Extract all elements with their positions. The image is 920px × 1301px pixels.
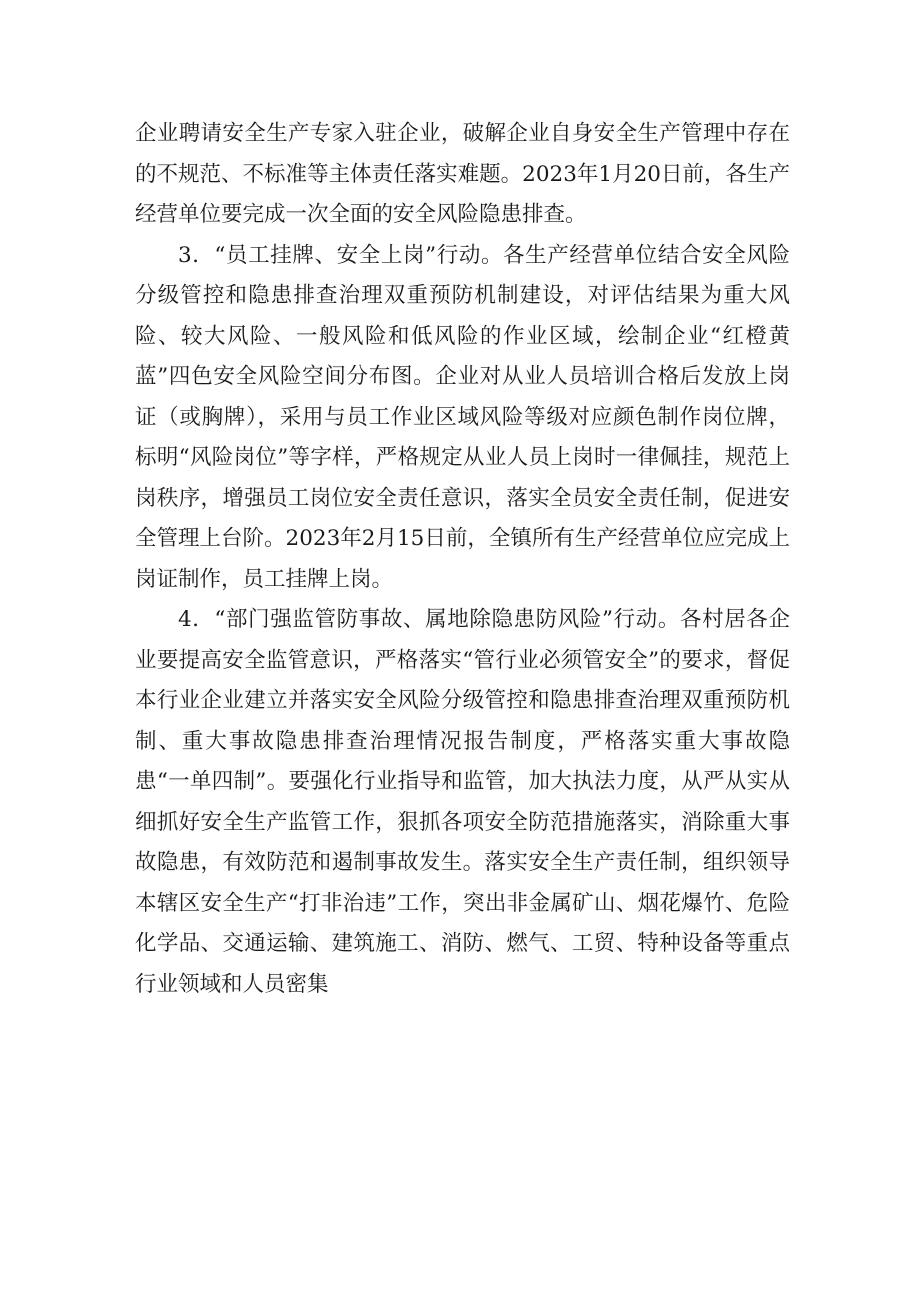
paragraph-item-3: 3．“员工挂牌、安全上岗”行动。各生产经营单位结合安全风险分级管控和隐患排查治理双重预防机制建设，对评估结果为重大风险、较大风险、一般风险和低风险的作业区域，绘制企业“红橙黄蓝”四色安全风险空间分布图。企业对从业人员培训合格后发放上岗证（或胸牌），采用与员工作业区域风险等级对应颜色制作岗位牌，标明“风险岗位”等字样，严格规定从业人员上岗时一律佩挂，规范上岗秩序，增强员工岗位安全责任意识，落实全员安全责任制，促进安全管理上台阶。2023年2月15日前，全镇所有生产经营单位应完成上岗证制作，员工挂牌上岗。 — [135, 242, 790, 592]
paragraph-continuation: 企业聘请安全生产专家入驻企业，破解企业自身安全生产管理中存在的不规范、不标准等主体责任落实难题。2023年1月20日前，各生产经营单位要完成一次全面的安全风险隐患排查。 — [135, 121, 790, 227]
document-body — [135, 114, 790, 1005]
paragraph-item-4: 4．“部门强监管防事故、属地除隐患防风险”行动。各村居各企业要提高安全监管意识，严格落实“管行业必须管安全”的要求，督促本行业企业建立并落实安全风险分级管控和隐患排查治理双重预防机制、重大事故隐患排查治理情况报告制度，严格落实重大事故隐患“一单四制”。要强化行业指导和监管，加大执法力度，从严从实从细抓好安全生产监管工作，狠抓各项安全防范措施落实，消除重大事故隐患，有效防范和遏制事故发生。落实安全生产责任制，组织领导本辖区安全生产“打非治违”工作，突出非金属矿山、烟花爆竹、危险化学品、交通运输、建筑施工、消防、燃气、工贸、特种设备等重点行业领域和人员密集 — [135, 607, 790, 997]
